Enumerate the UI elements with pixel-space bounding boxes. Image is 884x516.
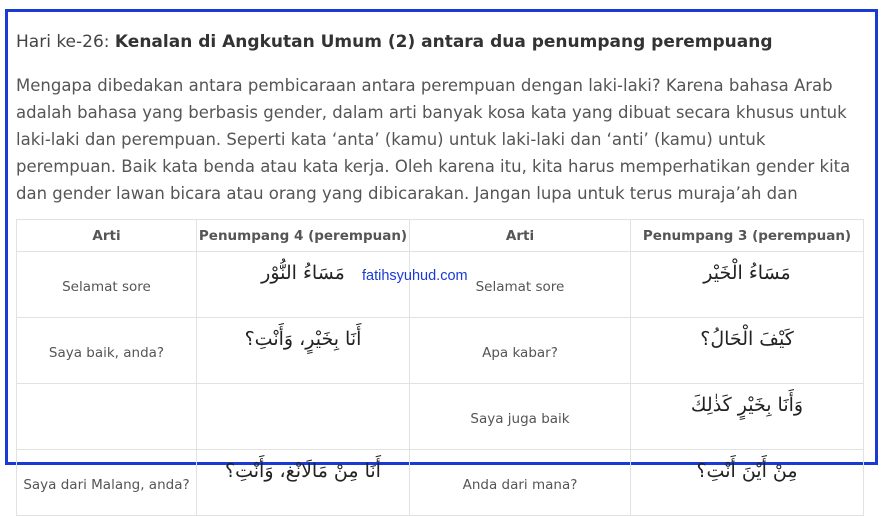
watermark-text: fatihsyuhud.com <box>362 268 468 284</box>
intro-paragraph <box>16 72 866 207</box>
annotation-frame <box>5 9 878 493</box>
translation-cell: Selamat sore <box>17 252 197 318</box>
column-header-arti: Arti <box>17 220 197 252</box>
translation-cell: Apa kabar? <box>410 318 631 384</box>
dialogue-table <box>16 219 864 516</box>
translation-cell: Saya juga baik <box>410 384 631 450</box>
arabic-cell: مَسَاءُ الْخَيْر <box>631 252 864 318</box>
translation-cell: Selamat sore <box>410 252 631 318</box>
column-header-penumpang-4: Penumpang 4 (perempuan) <box>197 220 410 252</box>
post-title: Kenalan di Angkutan Umum (2) antara dua penumpang perempuang <box>114 32 773 52</box>
column-header-arti: Arti <box>410 220 631 252</box>
translation-cell: Saya baik, anda? <box>17 318 197 384</box>
arabic-cell: كَيْفَ الْحَالُ؟ <box>631 318 864 384</box>
arabic-cell: أَنَا مِنْ مَالَانْغ، وَأَنْتِ؟ <box>197 450 410 516</box>
table-row <box>17 252 864 318</box>
table-row <box>17 318 864 384</box>
day-label: Hari ke-26: <box>16 32 115 52</box>
translation-cell: Anda dari mana? <box>410 450 631 516</box>
paragraph-line: adalah bahasa yang berbasis gender, dalam arti banyak kosa kata yang dibuat secara khusus untuk <box>16 103 847 122</box>
paragraph-line: laki-laki dan perempuan. Seperti kata ‘anta’ (kamu) untuk laki-laki dan ‘anti’ (kamu) untuk <box>16 130 766 149</box>
table-header-row <box>17 220 864 252</box>
column-header-penumpang-3: Penumpang 3 (perempuan) <box>631 220 864 252</box>
table-row <box>17 450 864 516</box>
arabic-cell <box>197 384 410 450</box>
arabic-cell: وَأَنَا بِخَيْرٍ كَذٰلِكَ <box>631 384 864 450</box>
paragraph-line: perempuan. Baik kata benda atau kata kerja. Oleh karena itu, kita harus memperhatikan gender kita <box>16 157 851 176</box>
arabic-cell: مِنْ أَيْنَ أَنْتِ؟ <box>631 450 864 516</box>
paragraph-line: Mengapa dibedakan antara pembicaraan antara perempuan dengan laki-laki? Karena bahasa Arab <box>16 76 833 95</box>
translation-cell <box>17 384 197 450</box>
table-row <box>17 384 864 450</box>
arabic-cell: أَنَا بِخَيْرٍ، وَأَنْتِ؟ <box>197 318 410 384</box>
translation-cell: Saya dari Malang, anda? <box>17 450 197 516</box>
post-heading <box>16 32 773 52</box>
arabic-cell: مَسَاءُ النُّوْر <box>197 252 410 318</box>
paragraph-line: dan gender lawan bicara atau orang yang dibicarakan. Jangan lupa untuk terus muraja’ah dan <box>16 184 798 203</box>
